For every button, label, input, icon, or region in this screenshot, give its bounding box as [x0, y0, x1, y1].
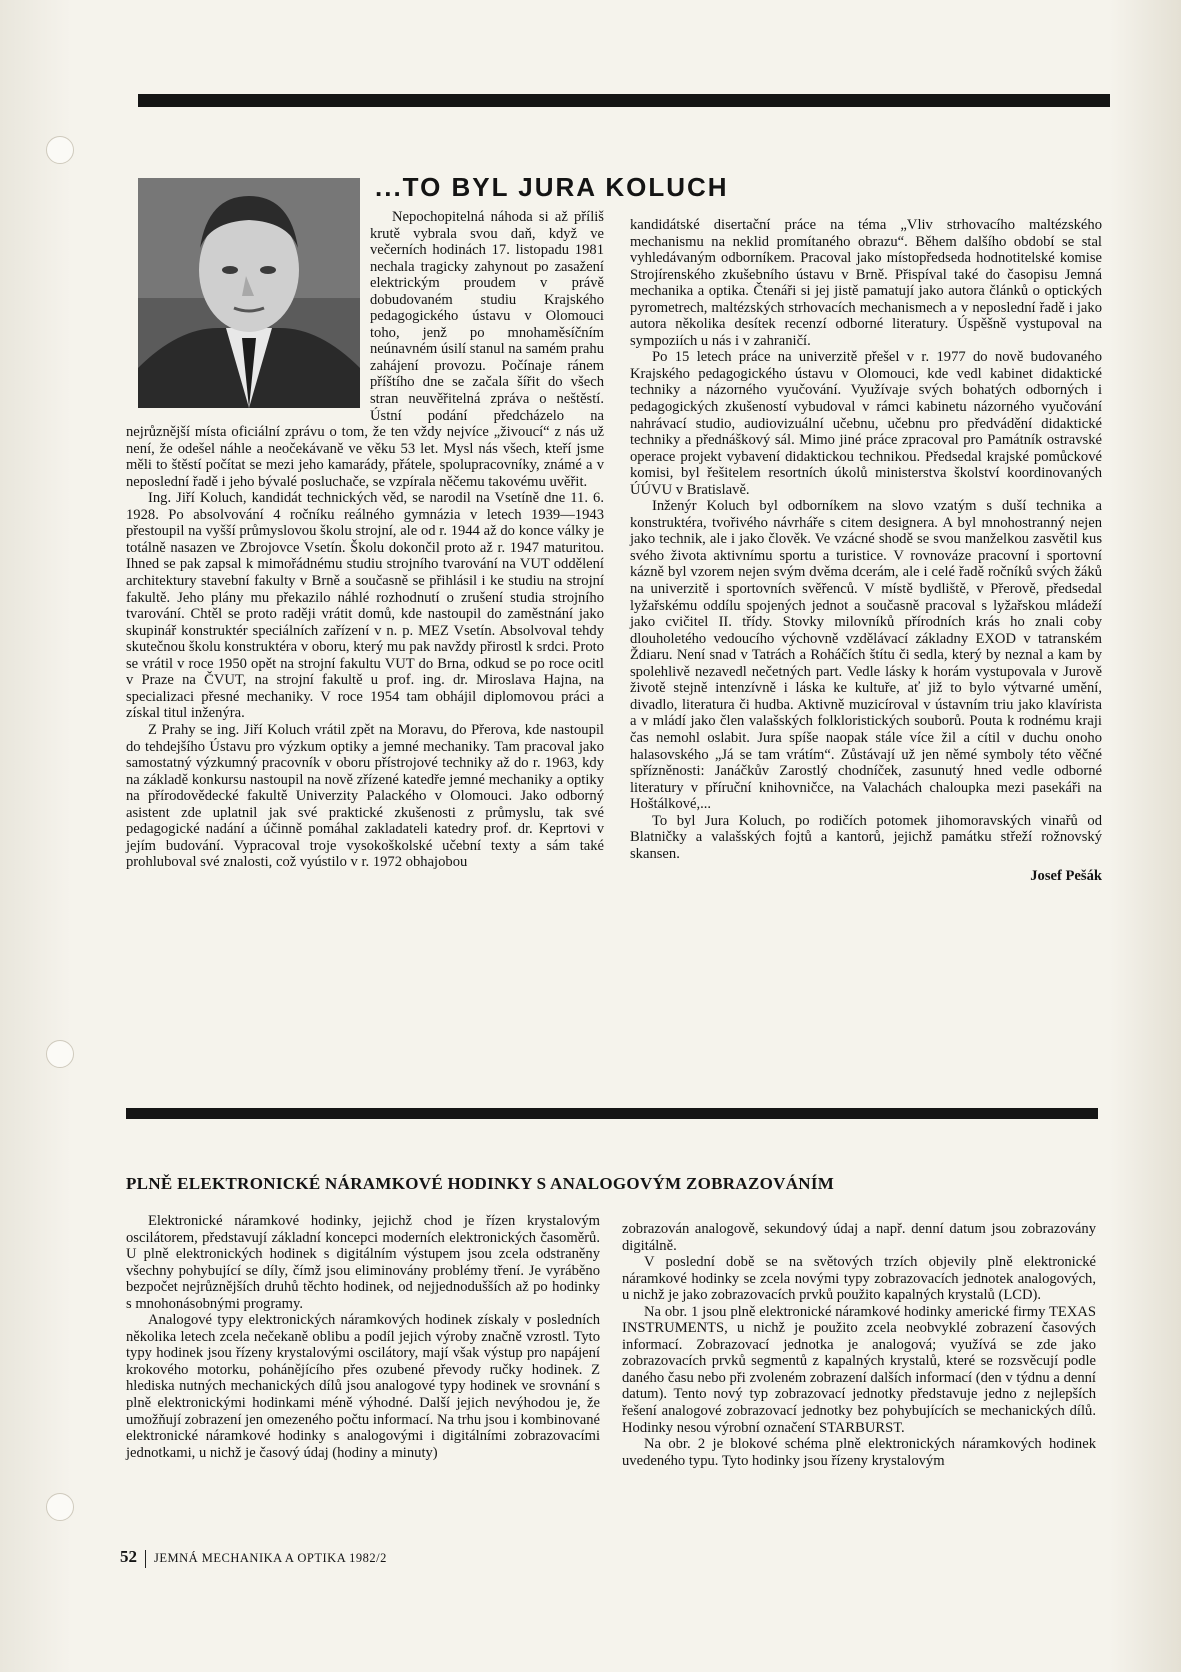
footer-divider — [145, 1550, 146, 1568]
paragraph: Na obr. 2 je blokové schéma plně elektronických náramkových hodinek uvedeného typu. Tyto hodinky jsou řízeny krystalovým — [622, 1436, 1096, 1469]
paragraph: Nepochopitelná náhoda si až příliš krutě vybrala svou daň, když ve večerních hodinách 17. listopadu 1981 nechala tragicky zahynout po zasažení elektrickým proudem v právě dobudovaném studiu Krajského pedagogického ústavu v Olomouci toho, jenž po mnohaměsíčním neúnavném úsilí stanul na samém prahu zahájení provozu. Počínaje ránem příštího dne se začala šířit do všech stran neuvěřitelná zpráva o neštěstí. Ústní podání předcházelo na nejrůznější místa oficiální zprávu o tom, že ten vždy nejvíce „živoucí“ z nás už není, že odešel náhle a neočekávaně ve věku 53 let. Mysl nás všech, kteří jsme měli to štěstí počítat se mezi jeho kamarády, přátele, spolupracovníky, známé a v neposlední řadě i jeho bývalé posluchače, se vzpírala něčemu takovému uvěřit. — [126, 209, 604, 490]
article-title: PLNĚ ELEKTRONICKÉ NÁRAMKOVÉ HODINKY S ANALOGOVÝM ZOBRAZOVÁNÍM — [126, 1174, 835, 1193]
section-rule — [126, 1108, 1098, 1119]
paragraph: Elektronické náramkové hodinky, jejichž chod je řízen krystalovým oscilátorem, představují základní koncepci moderních elektronických časoměrů. U plně elektronických hodinek s digitálním výstupem jsou zcela odstraněny všechny pohybující se díly, čímž jsou eliminovány problémy tření. Je vyráběno bezpočet nejrůznějších druhů těchto hodinek, od nejjednodušších až po hodinky s mnohonásobnými programy. — [126, 1213, 600, 1312]
paragraph: Analogové typy elektronických náramkových hodinek získaly v posledních několika letech zcela nečekaně oblibu a podíl jejich výroby značně vzrostl. Tyto typy hodinek jsou řízeny krystalovými oscilátory, mají však výstup pro napájení krokového motorku, pohánějícího přes ozubené převody ručky hodinek. Z hlediska nutných mechanických dílů jsou analogové typy hodinek ve srovnání s plně elektronickými hodinkami méně výhodné. Další jejich nevýhodou je, že umožňují zobrazení jen omezeného počtu informací. Na trhu jsou i kombinované elektronické náramkové hodinky s analogovými i digitálními zobrazovacími jednotkami, u nichž je časový údaj (hodiny a minuty) — [126, 1312, 600, 1461]
magazine-name: JEMNÁ MECHANIKA A OPTIKA 1982/2 — [154, 1551, 387, 1565]
article-text-right — [630, 217, 1102, 885]
paragraph: kandidátské disertační práce na téma „Vliv strhovacího maltézského mechanismu na neklid promítaného obrazu“. Během dalšího období se stal vyhledávaným odborníkem. Pracoval jako místopředseda hodnotitelské komise Strojírenského zkušebního ústavu v Brně. Přispíval také do časopisu Jemná mechanika a optika. Čtenáři si jej jistě pamatují jako autora článků o optických pyrometrech, maltézských strhovacích mechanismech a v neposlední řadě i jako autora několika desítek recenzí odborné literatury. Úspěšně vystupoval na sympoziích u nás i v zahraničí. — [630, 217, 1102, 349]
article-text-right — [622, 1221, 1096, 1469]
article-text-left — [126, 1213, 600, 1461]
article-text-left — [126, 209, 604, 871]
paragraph: V poslední době se na světových trzích objevily plně elektronické náramkové hodinky se zcela novými typy zobrazovacích jednotek analogových, u nichž je jako zobrazovacích prvků použito kapalných krystalů (LCD). — [622, 1254, 1096, 1304]
page-footer — [120, 1547, 387, 1568]
page-number: 52 — [120, 1547, 137, 1566]
top-rule — [138, 94, 1110, 107]
paragraph: Ing. Jiří Koluch, kandidát technických věd, se narodil na Vsetíně dne 11. 6. 1928. Po absolvování 4 ročníku reálného gymnázia v letech 1939—1943 přestoupil na vyšší průmyslovou školu strojní, ale od r. 1944 až do konce války je totálně nasazen ve Zbrojovce Vsetín. Školu dokončil proto až r. 1947 maturitou. Ihned se pak zapsal k mimořádnému studiu strojního tvarování na VUT oddělení architektury stavební fakulty v Brně a současně se přihlásil i ke studiu na strojní fakultě. Jeho plány mu překazilo náhlé rozhodnutí o zrušení studia strojního tvarování. Chtěl se proto raději vrátit domů, kde nastoupil do zaměstnání jako skupinář konstruktér speciálních zařízení v n. p. MEZ Vsetín. Absolvoval tehdy skutečnou školu konstruktéra v oboru, který mu pak navždy přirostl k srdci. Proto se vrátil v roce 1950 opět na strojní fakultu VUT do Brna, odkud se po roce ocitl v Praze na ČVUT, na strojní fakultě u prof. ing. dr. Miroslava Hajna, na specializaci přesné mechaniky. V roce 1954 tam obhájil diplomovou práci a získal titul inženýra. — [126, 490, 604, 722]
paragraph: To byl Jura Koluch, po rodičích potomek jihomoravských vinařů od Blatničky a valašských fojtů a kantorů, jejichž památku střeží rožnovský skansen. — [630, 812, 1102, 862]
punch-hole — [46, 1493, 74, 1521]
punch-hole — [46, 1040, 74, 1068]
article-title: ...TO BYL JURA KOLUCH — [375, 172, 729, 202]
paragraph: zobrazován analogově, sekundový údaj a např. denní datum jsou zobrazovány digitálně. — [622, 1221, 1096, 1254]
paragraph: Na obr. 1 jsou plně elektronické náramkové hodinky americké firmy TEXAS INSTRUMENTS, u nichž je použito zcela neobvyklé zobrazení časových informací. Zobrazovací jednotka je analogová; využívá se zde jako zobrazovacích prvků segmentů z kapalných krystalů, které se rozsvěcují podle daného času nebo při zvoleném zobrazení dalších informací (den v týdnu a denní datum). Tento nový typ zobrazovací jednotky představuje jedno z nejlepších řešení analogové zobrazovací jednotky bez pohybujících se mechanických dílů. Hodinky nesou výrobní označení STARBURST. — [622, 1303, 1096, 1436]
punch-hole — [46, 136, 74, 164]
photo-float-spacer — [126, 209, 370, 409]
paragraph: Po 15 letech práce na univerzitě přešel v r. 1977 do nově budovaného Krajského pedagogického ústavu v Olomouci, kde vedl kabinet didaktické techniky a názorného vyučování. Využívaje svých bohatých odborných i pedagogických zkušeností vybudoval v rámci kabinetu názorného vyučování nahrávací studio, audiovizuální učebnu, učebnu pro předvádění didaktické techniky a přednáškový sál. Mimo jiné práce zpracoval pro Památník ostravské operace projekt vybavení didaktickou technikou. Předsedal krajské pomůckové komisi, byl řešitelem resortních úkolů ministerstva školství koordinovaných ÚÚVU v Bratislavě. — [630, 349, 1102, 498]
author-signature: Josef Pešák — [1030, 868, 1102, 885]
paragraph: Inženýr Koluch byl odborníkem na slovo vzatým s duší technika a konstruktéra, tvořivého návrháře s citem designera. A byl mnohostranný nejen jako technik, ale i jako člověk. Ve vzácné shodě se svou manželkou zasvětil kus svého života aktivnímu sportu a turistice. V rovnováze pracovní i sportovní kázně byl vzorem nejen svým dvěma dcerám, ale i celé řadě ročníků svých žáků na univerzitě i sportovních svěřenců. V místě bydliště, v Přerově, předsedal lyžařskému oddílu spojených jednot a současně pracoval s lyžařskou mládeží jako cvičitel II. třídy. Stovky milovníků přírodních krás ho znali coby dlouholetého vedoucího výchovně vzdělávací základny EXOD v tatranském Ždiaru. Není snad v Tatrách a Roháčích štítu či sedla, který by neznal a kam by spolehlivě nezavedl nečetných part. Vedle lásky k horám vystupovala v Jurově životě stejně intenzívně i láska ke kultuře, ať již to bylo výtvarné umění, divadlo, literatura či hudba. Aktivně muzicíroval v ústavním triu jako klavírista a v mládí jako člen valašských folkloristických souborů. Pouta k rodnému kraji čas nemohl oslabit. Jura spíše naopak stále více žil a cítil v duchu onoho halasovského „Já se tam vrátím“. Zůstávají už jen němé symboly této věčné spřízněnosti: Janáčkův Zarostlý chodníček, zasunutý hned vedle odborné literatury v příruční knihovničce, na Valachách chaloupka mezi pasekáři na Hoštálkové,... — [630, 498, 1102, 813]
paragraph: Z Prahy se ing. Jiří Koluch vrátil zpět na Moravu, do Přerova, kde nastoupil do tehdejšího Ústavu pro výzkum optiky a jemné mechaniky. Tam pracoval jako samostatný výzkumný pracovník v oboru přístrojové techniky až do r. 1963, kdy na základě konkursu nastoupil na nově zřízené katedře jemné mechaniky a optiky na přírodovědecké fakultě Univerzity Palackého v Olomouci. Jako odborný asistent zde uplatnil jak své praktické zkušenosti z průmyslu, tak své pedagogické nadání a účinně pomáhal zakladateli katedry prof. dr. Keprtovi v jejím budování. Vypracoval troje vysokoškolské učební texty a sám také prohluboval své znalosti, což vyústilo v r. 1972 obhajobou — [126, 721, 604, 871]
